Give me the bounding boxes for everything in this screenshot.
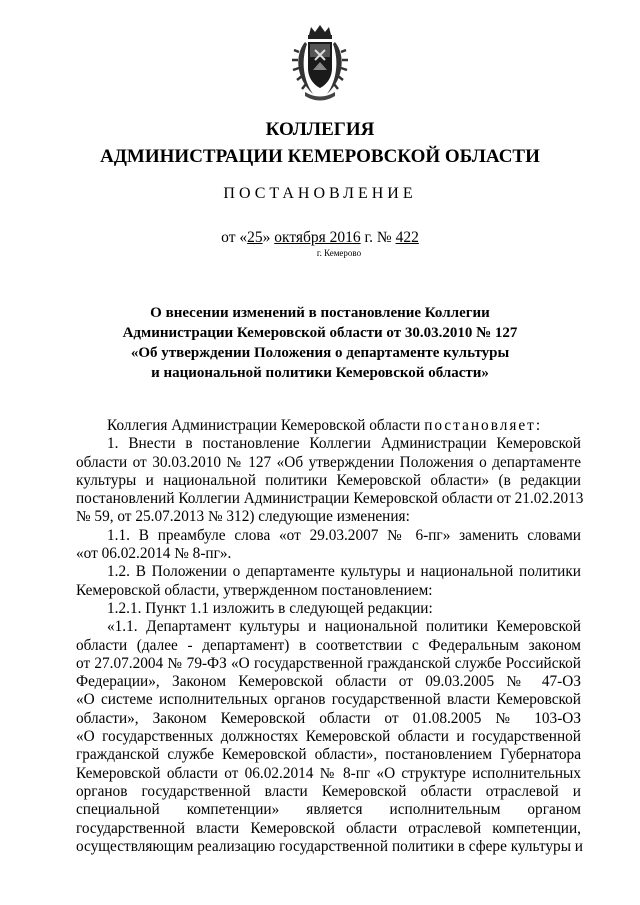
- body-line: «1.1. Департамент культуры и национальной политики Кемеровской: [107, 618, 581, 636]
- body-line: 1.1. В преамбуле слова «от 29.03.2007 № 6-пг» заменить словами: [107, 526, 581, 544]
- document-title-line: и национальной политики Кемеровской области»: [151, 365, 489, 381]
- date-day: 25: [247, 229, 263, 246]
- body-line: Федерации», Законом Кемеровской области от 09.03.2005 № 47-ОЗ: [76, 673, 581, 691]
- body-line: культуры и национальной политики Кемеровской области» (в редакции: [76, 471, 581, 489]
- date-mid: »: [262, 229, 275, 246]
- body-line: области от 30.03.2010 № 127 «Об утверждении Положения о департаменте: [76, 453, 581, 471]
- body-line: постановлений Коллегии Администрации Кемеровской области от 21.02.2013: [76, 490, 584, 508]
- body-line: Кемеровской области от 06.02.2014 № 8-пг «О структуре исполнительных: [76, 764, 581, 782]
- document-number: 422: [395, 229, 419, 246]
- body-line: области», Законом Кемеровской области от 01.08.2005 № 103-ОЗ: [76, 709, 581, 727]
- document-type: ПОСТАНОВЛЕНИЕ: [223, 185, 417, 202]
- coat-of-arms-emblem: [291, 22, 349, 102]
- body-line: осуществляющим реализацию государственной политики в сфере культуры и: [76, 837, 583, 855]
- organization-name-line2: АДМИНИСТРАЦИИ КЕМЕРОВСКОЙ ОБЛАСТИ: [100, 146, 540, 167]
- body-line: гражданской службе Кемеровской области», постановлением Губернатора: [76, 746, 581, 764]
- date-line: [0, 229, 640, 247]
- intro-spaced: постановляет: [424, 417, 536, 434]
- date-prefix: от «: [221, 229, 248, 246]
- date-month-year: октября 2016: [274, 229, 361, 246]
- body-line: «О системе исполнительных органов государственной власти Кемеровской: [76, 691, 581, 709]
- date-suffix: г. №: [360, 229, 396, 246]
- body-line: государственной власти Кемеровской области отраслевой компетенции,: [76, 819, 581, 837]
- body-line: 1.2. В Положении о департаменте культуры и национальной политики: [107, 563, 581, 581]
- document-title-line: Администрации Кемеровской области от 30.03.2010 № 127: [122, 325, 518, 341]
- document-title-line: «Об утверждении Положения о департаменте культуры: [130, 345, 510, 361]
- body-line: специальной компетенции» является исполнительным органом: [76, 801, 581, 819]
- intro-suffix: :: [535, 417, 541, 434]
- document-title-line: О внесении изменений в постановление Коллегии: [150, 305, 490, 321]
- body-line: 1.2.1. Пункт 1.1 изложить в следующей редакции:: [107, 599, 433, 617]
- organization-name-line1: КОЛЛЕГИЯ: [265, 119, 375, 140]
- body-line: № 59, от 25.07.2013 № 312) следующие изменения:: [76, 508, 410, 526]
- body-line: области (далее - департамент) в соответствии с Федеральным законом: [76, 636, 581, 654]
- body-line: «от 06.02.2014 № 8-пг».: [76, 545, 232, 563]
- body-line: от 27.07.2004 № 79-ФЗ «О государственной гражданской службе Российской: [76, 654, 581, 672]
- city-name: г. Кемерово: [316, 248, 362, 258]
- body-line: 1. Внести в постановление Коллегии Администрации Кемеровской: [107, 435, 581, 453]
- body-intro: [76, 417, 581, 435]
- intro-prefix: Коллегия Администрации Кемеровской области: [107, 417, 425, 434]
- body-line: «О государственных должностях Кемеровской области и государственной: [76, 728, 581, 746]
- body-line: органов государственной власти Кемеровской области отраслевой и: [76, 782, 581, 800]
- body-line: Кемеровской области, утвержденном постановлением:: [76, 581, 433, 599]
- document-body: [76, 417, 584, 856]
